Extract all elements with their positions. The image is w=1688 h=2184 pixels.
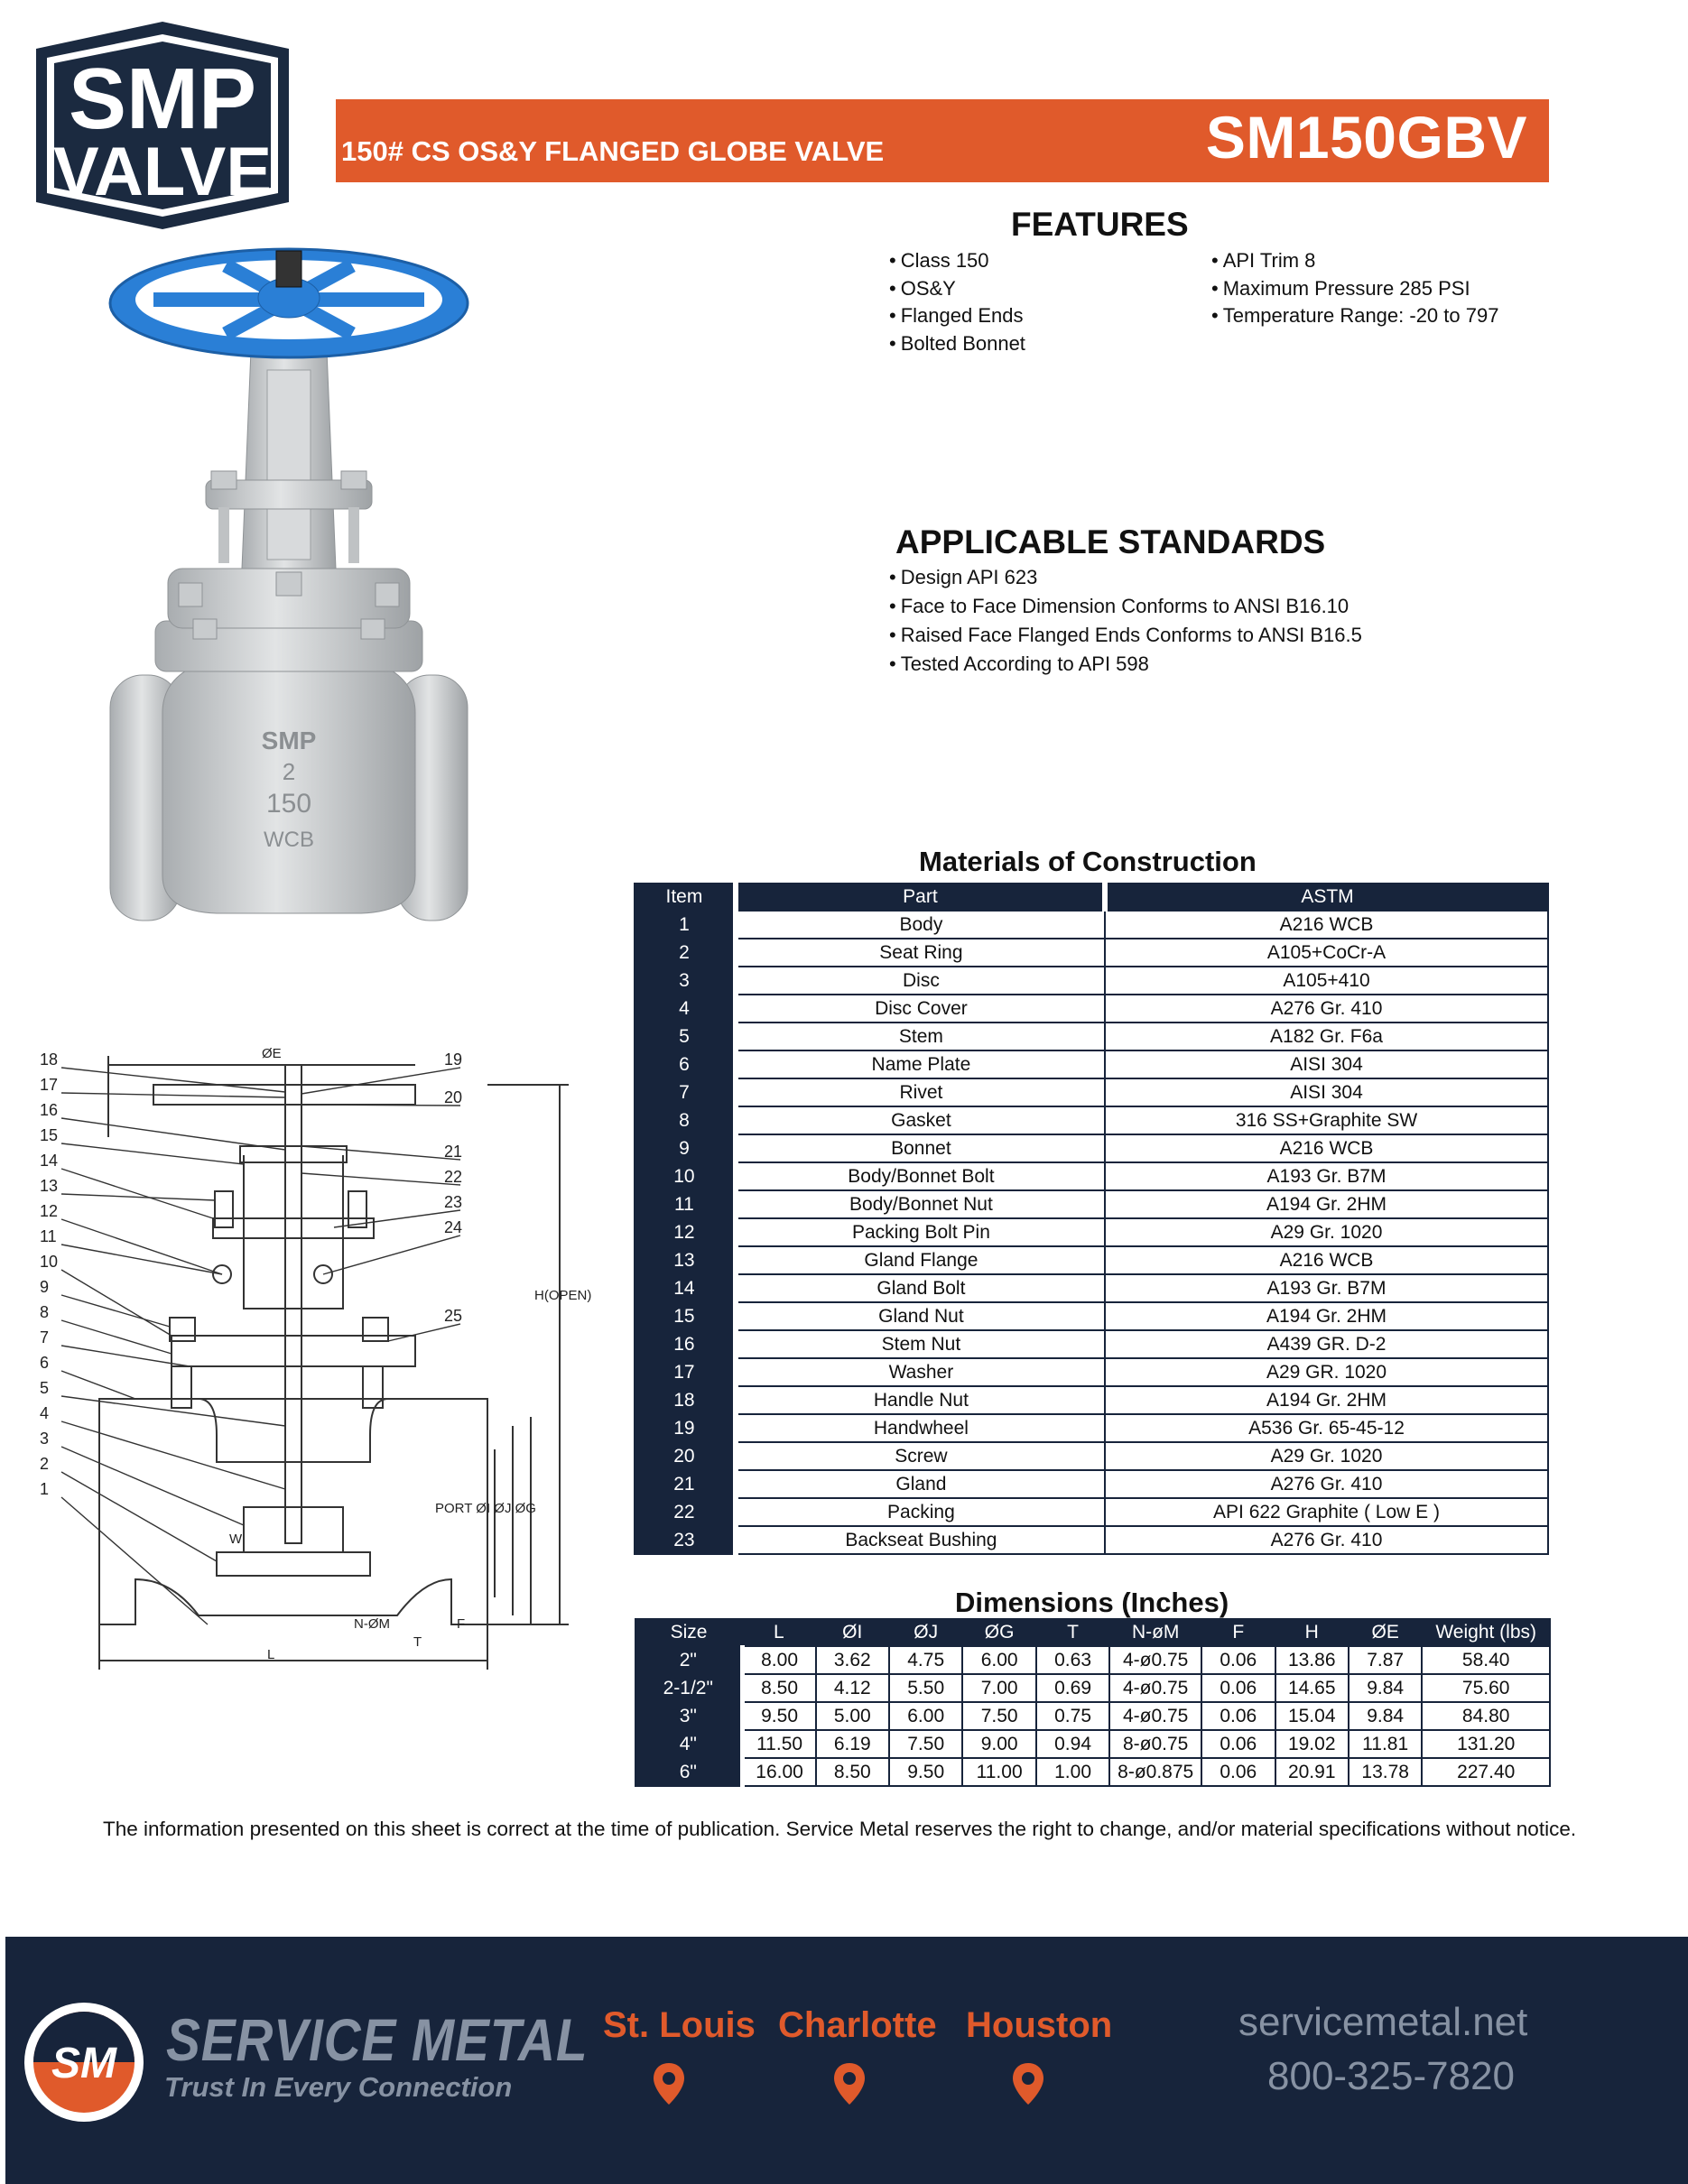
feature-item: • API Trim 8 [1211, 247, 1498, 275]
materials-row [635, 1023, 1548, 1050]
materials-row [635, 1386, 1548, 1414]
materials-row [635, 1358, 1548, 1386]
materials-part-cell: Body/Bonnet Bolt [736, 1162, 1105, 1190]
materials-item-cell: 13 [635, 1246, 736, 1274]
callout-8: 8 [40, 1303, 50, 1321]
logo-line1: SMP [68, 51, 257, 147]
smp-valve-logo [32, 18, 292, 233]
feature-item: • Flanged Ends [889, 302, 1025, 330]
dimensions-value-cell: 7.50 [962, 1702, 1035, 1730]
label-oe: ØE [262, 1046, 282, 1061]
callout-18: 18 [40, 1050, 59, 1069]
dimensions-value-cell: 0.06 [1201, 1758, 1275, 1786]
dimensions-value-cell: 9.84 [1349, 1674, 1422, 1702]
materials-item-cell: 23 [635, 1526, 736, 1554]
dimensions-value-cell: 8-ø0.875 [1109, 1758, 1201, 1786]
materials-row [635, 1414, 1548, 1442]
dimensions-header-cell: ØI [816, 1619, 889, 1646]
header-part: Part [736, 884, 1105, 911]
dimensions-value-cell: 0.06 [1201, 1730, 1275, 1758]
dimensions-header-row [635, 1619, 1550, 1646]
materials-item-cell: 3 [635, 967, 736, 995]
materials-astm-cell: A536 Gr. 65-45-12 [1105, 1414, 1548, 1442]
materials-astm-cell: A29 Gr. 1020 [1105, 1218, 1548, 1246]
location-pin-icon [652, 2061, 686, 2111]
dimensions-value-cell: 4-ø0.75 [1109, 1646, 1201, 1674]
dimensions-header-cell: F [1201, 1619, 1275, 1646]
materials-item-cell: 19 [635, 1414, 736, 1442]
dimensions-value-cell: 0.69 [1036, 1674, 1109, 1702]
materials-row [635, 1050, 1548, 1078]
dimensions-header-cell: ØJ [889, 1619, 962, 1646]
materials-row [635, 1218, 1548, 1246]
standard-item: • Face to Face Dimension Conforms to ANSI B16.10 [889, 592, 1362, 621]
materials-row [635, 1106, 1548, 1134]
dimensions-header-cell: H [1275, 1619, 1349, 1646]
materials-astm-cell: A105+410 [1105, 967, 1548, 995]
dimensions-value-cell: 84.80 [1422, 1702, 1550, 1730]
label-h-open: H(OPEN) [534, 1288, 592, 1303]
materials-part-cell: Gasket [736, 1106, 1105, 1134]
materials-row [635, 995, 1548, 1023]
dimensions-value-cell: 4-ø0.75 [1109, 1674, 1201, 1702]
materials-row [635, 1330, 1548, 1358]
materials-row [635, 967, 1548, 995]
standard-item: • Tested According to API 598 [889, 650, 1362, 679]
model-number: SM150GBV [1205, 104, 1527, 171]
dimensions-value-cell: 19.02 [1275, 1730, 1349, 1758]
callout-9: 9 [40, 1278, 50, 1296]
dimensions-value-cell: 4.75 [889, 1646, 962, 1674]
materials-row [635, 1526, 1548, 1554]
materials-item-cell: 9 [635, 1134, 736, 1162]
materials-item-cell: 17 [635, 1358, 736, 1386]
callout-16: 16 [40, 1101, 59, 1119]
label-t: T [413, 1634, 422, 1650]
materials-astm-cell: A194 Gr. 2HM [1105, 1386, 1548, 1414]
materials-astm-cell: A105+CoCr-A [1105, 939, 1548, 967]
dimensions-value-cell: 0.06 [1201, 1674, 1275, 1702]
materials-item-cell: 5 [635, 1023, 736, 1050]
materials-part-cell: Handwheel [736, 1414, 1105, 1442]
dimensions-value-cell: 0.06 [1201, 1646, 1275, 1674]
dimensions-value-cell: 5.00 [816, 1702, 889, 1730]
materials-astm-cell: A193 Gr. B7M [1105, 1162, 1548, 1190]
dimensions-value-cell: 4-ø0.75 [1109, 1702, 1201, 1730]
callout-11: 11 [40, 1227, 57, 1245]
callout-7: 7 [40, 1328, 50, 1346]
callout-21: 21 [444, 1143, 463, 1161]
materials-part-cell: Handle Nut [736, 1386, 1105, 1414]
materials-row [635, 1246, 1548, 1274]
disclaimer: The information presented on this sheet is correct at the time of publication. Service Metal reserves the right to change, and/or material specifications without notice. [103, 1818, 1577, 1840]
dimensions-value-cell: 0.06 [1201, 1702, 1275, 1730]
dimensions-header-cell: ØE [1349, 1619, 1422, 1646]
dimensions-value-cell: 6.19 [816, 1730, 889, 1758]
features-title: FEATURES [1011, 206, 1189, 243]
materials-item-cell: 7 [635, 1078, 736, 1106]
dimensions-header-cell: ØG [962, 1619, 1035, 1646]
cast-mark-size: 2 [282, 758, 296, 785]
materials-row [635, 1274, 1548, 1302]
service-metal-logo [22, 2000, 146, 2124]
materials-part-cell: Body/Bonnet Nut [736, 1190, 1105, 1218]
dimensions-table [635, 1618, 1551, 1787]
dimensions-value-cell: 58.40 [1422, 1646, 1550, 1674]
materials-part-cell: Packing Bolt Pin [736, 1218, 1105, 1246]
dimensions-value-cell: 8.00 [742, 1646, 815, 1674]
location-pin-icon [1011, 2061, 1045, 2111]
dimensions-value-cell: 7.50 [889, 1730, 962, 1758]
materials-astm-cell: A276 Gr. 410 [1105, 1470, 1548, 1498]
materials-item-cell: 21 [635, 1470, 736, 1498]
callout-1: 1 [40, 1480, 50, 1498]
materials-astm-cell: A193 Gr. B7M [1105, 1274, 1548, 1302]
callout-3: 3 [40, 1430, 50, 1448]
dimensions-value-cell: 13.78 [1349, 1758, 1422, 1786]
materials-part-cell: Seat Ring [736, 939, 1105, 967]
materials-astm-cell: A216 WCB [1105, 1246, 1548, 1274]
dimensions-value-cell: 11.81 [1349, 1730, 1422, 1758]
city-charlotte: Charlotte [778, 2005, 937, 2045]
materials-row [635, 1078, 1548, 1106]
dimensions-value-cell: 0.75 [1036, 1702, 1109, 1730]
callout-25: 25 [444, 1307, 463, 1325]
feature-item: • Maximum Pressure 285 PSI [1211, 275, 1498, 303]
label-port: PORT ØI ØJ ØG [435, 1501, 536, 1516]
header-item: Item [635, 884, 736, 911]
dimensions-row [635, 1646, 1550, 1674]
dimensions-row [635, 1730, 1550, 1758]
dimensions-value-cell: 9.00 [962, 1730, 1035, 1758]
materials-astm-cell: A182 Gr. F6a [1105, 1023, 1548, 1050]
dimensions-header-cell: T [1036, 1619, 1109, 1646]
materials-astm-cell: A194 Gr. 2HM [1105, 1190, 1548, 1218]
materials-item-cell: 2 [635, 939, 736, 967]
materials-item-cell: 12 [635, 1218, 736, 1246]
dimensions-value-cell: 75.60 [1422, 1674, 1550, 1702]
dimensions-value-cell: 5.50 [889, 1674, 962, 1702]
materials-part-cell: Backseat Bushing [736, 1526, 1105, 1554]
materials-item-cell: 14 [635, 1274, 736, 1302]
materials-astm-cell: A29 GR. 1020 [1105, 1358, 1548, 1386]
dimensions-row [635, 1758, 1550, 1786]
materials-item-cell: 6 [635, 1050, 736, 1078]
dimensions-value-cell: 0.63 [1036, 1646, 1109, 1674]
materials-part-cell: Gland Nut [736, 1302, 1105, 1330]
materials-row [635, 1134, 1548, 1162]
dimensions-header-cell: Weight (lbs) [1422, 1619, 1550, 1646]
dimensions-value-cell: 6.00 [962, 1646, 1035, 1674]
dimensions-value-cell: 9.50 [742, 1702, 815, 1730]
dimensions-value-cell: 9.84 [1349, 1702, 1422, 1730]
dimensions-value-cell: 7.87 [1349, 1646, 1422, 1674]
materials-part-cell: Packing [736, 1498, 1105, 1526]
dimensions-value-cell: 4.12 [816, 1674, 889, 1702]
callout-23: 23 [444, 1193, 463, 1211]
materials-row [635, 1162, 1548, 1190]
dimensions-size-cell: 4" [635, 1730, 742, 1758]
callout-17: 17 [40, 1076, 59, 1094]
callout-5: 5 [40, 1379, 50, 1397]
materials-astm-cell: A29 Gr. 1020 [1105, 1442, 1548, 1470]
materials-row [635, 1442, 1548, 1470]
dimensions-value-cell: 131.20 [1422, 1730, 1550, 1758]
materials-part-cell: Stem Nut [736, 1330, 1105, 1358]
dimensions-value-cell: 15.04 [1275, 1702, 1349, 1730]
technical-drawing [36, 1038, 614, 1679]
dimensions-value-cell: 16.00 [742, 1758, 815, 1786]
materials-item-cell: 11 [635, 1190, 736, 1218]
materials-row [635, 1498, 1548, 1526]
materials-part-cell: Stem [736, 1023, 1105, 1050]
features-list-left [889, 247, 1025, 357]
label-l: L [267, 1647, 275, 1662]
standard-item: • Design API 623 [889, 563, 1362, 592]
materials-part-cell: Gland Flange [736, 1246, 1105, 1274]
callout-2: 2 [40, 1455, 50, 1473]
materials-item-cell: 20 [635, 1442, 736, 1470]
feature-item: • Class 150 [889, 247, 1025, 275]
dimensions-size-cell: 2-1/2" [635, 1674, 742, 1702]
materials-astm-cell: A439 GR. D-2 [1105, 1330, 1548, 1358]
city-st-louis: St. Louis [603, 2005, 756, 2045]
materials-item-cell: 22 [635, 1498, 736, 1526]
materials-part-cell: Gland Bolt [736, 1274, 1105, 1302]
dimensions-value-cell: 13.86 [1275, 1646, 1349, 1674]
dimensions-row [635, 1702, 1550, 1730]
dimensions-value-cell: 0.94 [1036, 1730, 1109, 1758]
dimensions-value-cell: 8-ø0.75 [1109, 1730, 1201, 1758]
dimensions-value-cell: 8.50 [816, 1758, 889, 1786]
cast-mark-brand: SMP [261, 726, 317, 754]
header-astm: ASTM [1105, 884, 1548, 911]
materials-row [635, 1190, 1548, 1218]
website-link[interactable]: servicemetal.net [1238, 2000, 1528, 2044]
logo-mark: SM [51, 2040, 116, 2087]
dimensions-size-cell: 6" [635, 1758, 742, 1786]
materials-item-cell: 10 [635, 1162, 736, 1190]
materials-row [635, 939, 1548, 967]
cast-mark-material: WCB [264, 828, 314, 852]
feature-item: • OS&Y [889, 275, 1025, 303]
materials-part-cell: Screw [736, 1442, 1105, 1470]
dimensions-value-cell: 11.00 [962, 1758, 1035, 1786]
callout-22: 22 [444, 1168, 463, 1186]
materials-astm-cell: API 622 Graphite ( Low E ) [1105, 1498, 1548, 1526]
label-w: W [229, 1532, 243, 1547]
standard-item: • Raised Face Flanged Ends Conforms to ANSI B16.5 [889, 621, 1362, 650]
features-list-right [1211, 247, 1498, 330]
location-pin-icon [832, 2061, 867, 2111]
materials-item-cell: 1 [635, 911, 736, 939]
materials-astm-cell: AISI 304 [1105, 1050, 1548, 1078]
callout-10: 10 [40, 1253, 59, 1271]
materials-part-cell: Disc Cover [736, 995, 1105, 1023]
materials-part-cell: Washer [736, 1358, 1105, 1386]
materials-part-cell: Rivet [736, 1078, 1105, 1106]
materials-item-cell: 4 [635, 995, 736, 1023]
materials-part-cell: Bonnet [736, 1134, 1105, 1162]
dimensions-header-cell: L [742, 1619, 815, 1646]
dimensions-header-cell: Size [635, 1619, 742, 1646]
company-tagline: Trust In Every Connection [164, 2071, 513, 2103]
callout-4: 4 [40, 1404, 50, 1422]
materials-part-cell: Disc [736, 967, 1105, 995]
materials-part-cell: Gland [736, 1470, 1105, 1498]
materials-part-cell: Body [736, 911, 1105, 939]
materials-item-cell: 15 [635, 1302, 736, 1330]
phone-number[interactable]: 800-325-7820 [1267, 2054, 1516, 2098]
materials-table [634, 883, 1549, 1555]
materials-part-cell: Name Plate [736, 1050, 1105, 1078]
dimensions-value-cell: 20.91 [1275, 1758, 1349, 1786]
callout-14: 14 [40, 1152, 59, 1170]
company-name: SERVICE METAL [166, 2006, 589, 2073]
materials-header-row [635, 884, 1548, 911]
callout-12: 12 [40, 1202, 59, 1220]
materials-astm-cell: AISI 304 [1105, 1078, 1548, 1106]
dimensions-title: Dimensions (Inches) [955, 1587, 1229, 1618]
materials-item-cell: 18 [635, 1386, 736, 1414]
dimensions-value-cell: 1.00 [1036, 1758, 1109, 1786]
dimensions-value-cell: 11.50 [742, 1730, 815, 1758]
dimensions-size-cell: 3" [635, 1702, 742, 1730]
dimensions-value-cell: 14.65 [1275, 1674, 1349, 1702]
label-nom: N-ØM [354, 1616, 390, 1632]
label-f: F [457, 1616, 466, 1632]
callout-24: 24 [444, 1218, 463, 1236]
materials-astm-cell: A216 WCB [1105, 911, 1548, 939]
dimensions-value-cell: 9.50 [889, 1758, 962, 1786]
callout-20: 20 [444, 1088, 463, 1106]
city-houston: Houston [966, 2005, 1113, 2045]
dimensions-value-cell: 8.50 [742, 1674, 815, 1702]
logo-line2: VALVE [52, 134, 273, 210]
materials-row [635, 911, 1548, 939]
standards-list [889, 563, 1362, 679]
materials-row [635, 1470, 1548, 1498]
dimensions-value-cell: 6.00 [889, 1702, 962, 1730]
materials-astm-cell: 316 SS+Graphite SW [1105, 1106, 1548, 1134]
dimensions-size-cell: 2" [635, 1646, 742, 1674]
materials-item-cell: 16 [635, 1330, 736, 1358]
dimensions-value-cell: 3.62 [816, 1646, 889, 1674]
dimensions-value-cell: 7.00 [962, 1674, 1035, 1702]
cast-mark-class: 150 [265, 789, 312, 819]
valve-photo [99, 244, 478, 930]
materials-astm-cell: A194 Gr. 2HM [1105, 1302, 1548, 1330]
dimensions-header-cell: N-øM [1109, 1619, 1201, 1646]
callout-13: 13 [40, 1177, 59, 1195]
callout-6: 6 [40, 1354, 50, 1372]
callout-15: 15 [40, 1126, 59, 1144]
materials-item-cell: 8 [635, 1106, 736, 1134]
materials-title: Materials of Construction [919, 846, 1257, 877]
dimensions-row [635, 1674, 1550, 1702]
feature-item: • Temperature Range: -20 to 797 [1211, 302, 1498, 330]
standards-title: APPLICABLE STANDARDS [895, 523, 1326, 560]
dimensions-value-cell: 227.40 [1422, 1758, 1550, 1786]
feature-item: • Bolted Bonnet [889, 330, 1025, 358]
header-subtitle: 150# CS OS&Y FLANGED GLOBE VALVE [341, 135, 885, 167]
materials-astm-cell: A216 WCB [1105, 1134, 1548, 1162]
callout-19: 19 [444, 1050, 463, 1069]
materials-astm-cell: A276 Gr. 410 [1105, 1526, 1548, 1554]
materials-astm-cell: A276 Gr. 410 [1105, 995, 1548, 1023]
materials-row [635, 1302, 1548, 1330]
